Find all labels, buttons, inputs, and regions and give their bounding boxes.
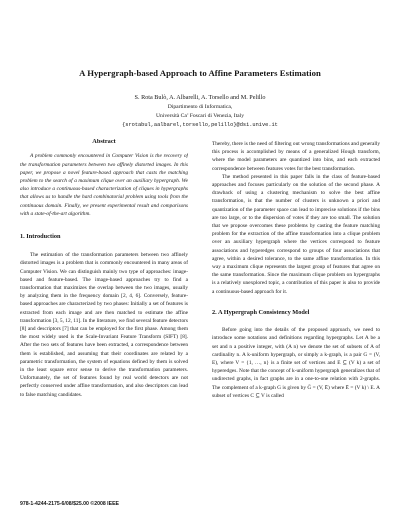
introduction-heading: 1. Introduction [20, 232, 61, 240]
introduction-paragraph-continued: Thereby, there is the need of filtering out wrong transformations and generally this process is accomplished by means of a generalized Hough transform, where the model parameters are quantized into bins, and each extracted correspondence between features votes for the best transformation. [212, 141, 380, 172]
section-2-heading: 2. A Hypergraph Consistency Model [212, 308, 310, 316]
introduction-paragraph: The method presented in this paper falls in the class of feature-based approaches and focuses particularly on the solution of the second phase. A drawback of using a clustering mechanism to solve the best affine transformation, is that the number of clusters is unknown a priori and quantization of the parameter space can lead to imprecise solutions if the bins are too large, or to the dispersion of votes if they are too small. The solution that we propose overcomes these problems by casting the feature matching problem for the extraction of the affine transformation into a clique problem over an auxiliary hypergraph where the vertices correspond to feature associations and hyperedges correspond to groups of four associations that agree, within a desired tolerance, to the same affine transformation. In this way a maximum clique represents the largest group of features that agree on the same transformation. Since the maximum clique problem on hypergraphs is a relatively unexplored topic, a contribution of this paper is also to provide a continuous-based approach for it. [212, 173, 380, 295]
author-emails: {srotabul,aalbarel,torsello,pelillo}@dsi.unive.it [122, 122, 278, 128]
abstract-heading: Abstract [92, 139, 116, 145]
right-column [212, 140, 380, 490]
affiliation-university: Università Ca’ Foscari di Venezia, Italy [155, 113, 245, 119]
copyright-footer: 978-1-4244-2175-6/08/$25.00 ©2008 IEEE [20, 501, 120, 507]
left-column [20, 139, 188, 489]
author-list: S. Rota Bulò, A. Albarelli, A. Torsello and M. Pelillo [134, 94, 266, 101]
abstract-text: A problem commonly encountered in Computer Vision is the recovery of the transformation parameters between two affinely distorted images. In this paper, we propose a novel feature-based approach that casts the matching problem to the search of a maximum clique over an auxiliary hypergraph. We also introduce a continuous-based characterization of cliques in hypergraphs that allows us to handle the hard combinatorial problem using tools from the continuous domain. Finally, we present experimental result and comparisons with a state-of-the-art algorithm. [20, 153, 188, 217]
introduction-paragraph: The estimation of the transformation parameters between two affinely distorted images is a problem that is commonly encountered in many areas of Computer Vision. We can distinguish mainly two type of approaches: image-based and feature-based. The image-based approaches try to find a transformation that maximizes the overlap between the two images, usually by analyzing them in the frequency domain [2, 4, 6]. Conversely, feature-based approaches are characterized by two phases: Initially a set of features is extracted from each image and are then matched to estimate the affine transformation [3, 5, 12, 11]. In the literature, we find several feature detectors [8] and descriptors [7] that can be employed for the first phase. Among them the most widely used is the Scale-Invariant Feature Transform (SIFT) [8]. After the two sets of features have been extracted, a correspondence between them is established, and assuming that their coordinates are related by a parametric transformation, the system of equations defined by them is solved in the least square error sense to derive the transformation parameters. Unfortunately, the set of features found by real world detectors are not perfectly conserved under affine transformation, and also descriptors can lead to false matching candidates. [20, 252, 188, 398]
section-2-paragraph: Before going into the details of the proposed approach, we need to introduce some notations and definitions regarding hypergraphs. Let A be a set and n a positive integer, with (A n) we denote the set of subsets of A of cardinality n. A k-uniform hypergraph, or simply a k-graph, is a pair G = (V, E), where V = {1, …, n} is a finite set of vertices and E ⊆ (V k) a set of hyperedges. Note that the concept of k-uniform hypergraph generalizes that of undirected graphs, in fact graphs are in a one-to-one relation with 2-graphs. The complement of a k-graph G is given by Ḡ = (V, Ē) where Ē = (V k) \ E. A subset of vertices C ⊆ V is called [212, 327, 380, 399]
paper-title: A Hypergraph-based Approach to Affine Parameters Estimation [79, 68, 321, 78]
affiliation-department: Dipartimento di Informatica, [167, 104, 233, 110]
